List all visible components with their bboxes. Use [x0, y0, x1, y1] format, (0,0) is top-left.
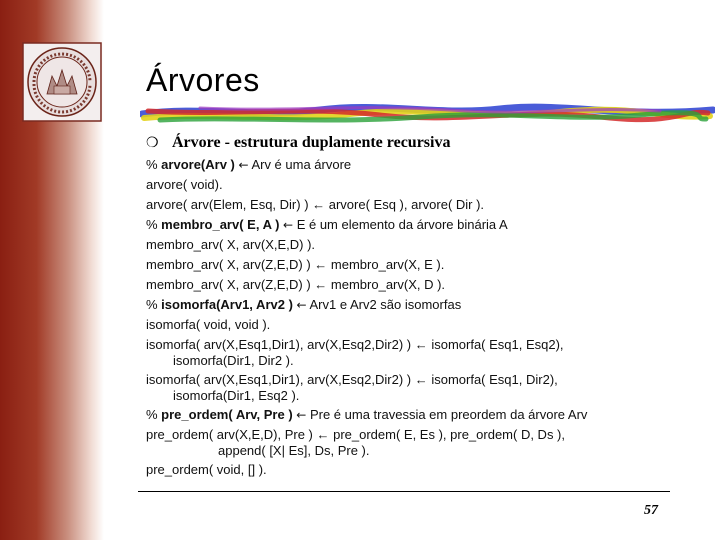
comment-line	[146, 155, 686, 175]
code-line: arvore( arv(Elem, Esq, Dir) ) ← arvore( Esq ), arvore( Dir ).	[146, 197, 485, 212]
slide-title: Árvores	[146, 62, 260, 98]
bullet-marker-icon: ❍	[146, 136, 159, 151]
bullet-text: Árvore - estrutura duplamente recursiva	[172, 134, 451, 151]
code-line: isomorfa( void, void ).	[146, 317, 271, 332]
university-seal-logo	[22, 42, 102, 122]
code-continuation-line: append( [X| Es], Ds, Pre ).	[218, 443, 370, 458]
decorative-brush-stroke	[140, 100, 715, 128]
code-continuation-line: isomorfa(Dir1, Dir2 ).	[173, 353, 294, 368]
comment-text: Pre é uma travessia em preordem da árvore Arv	[306, 407, 588, 422]
predicate-signature: arvore(Arv )	[161, 157, 239, 172]
arrow-icon: ←	[238, 158, 249, 172]
arrow-icon: ←	[296, 298, 307, 312]
arrow-icon: ←	[283, 218, 294, 232]
predicate-signature: pre_ordem( Arv, Pre )	[161, 407, 297, 422]
predicate-signature: isomorfa(Arv1, Arv2 )	[161, 297, 297, 312]
code-line: isomorfa( arv(X,Esq1,Dir1), arv(X,Esq2,Dir2) ) ← isomorfa( Esq1, Dir2),	[146, 372, 558, 387]
page-number: 57	[644, 503, 658, 518]
footer-divider	[138, 491, 670, 492]
comment-marker: %	[146, 407, 162, 422]
predicate-signature: membro_arv( E, A )	[161, 217, 284, 232]
code-lines	[146, 155, 686, 480]
comment-text: Arv é uma árvore	[248, 157, 352, 172]
code-line: pre_ordem( void, [] ).	[146, 462, 267, 477]
comment-marker: %	[146, 297, 162, 312]
comment-line	[146, 295, 686, 315]
code-continuation-line: isomorfa(Dir1, Esq2 ).	[173, 388, 300, 403]
code-line: membro_arv( X, arv(Z,E,D) ) ← membro_arv(X, D ).	[146, 277, 446, 292]
bullet-heading	[146, 134, 450, 152]
arrow-icon: ←	[296, 408, 307, 422]
comment-text: E é um elemento da árvore binária A	[293, 217, 508, 232]
code-line: membro_arv( X, arv(X,E,D) ).	[146, 237, 316, 252]
comment-marker: %	[146, 157, 162, 172]
comment-marker: %	[146, 217, 162, 232]
code-line: pre_ordem( arv(X,E,D), Pre ) ← pre_ordem( E, Es ), pre_ordem( D, Ds ),	[146, 427, 565, 442]
code-line: arvore( void).	[146, 177, 223, 192]
comment-line	[146, 215, 686, 235]
code-line: membro_arv( X, arv(Z,E,D) ) ← membro_arv(X, E ).	[146, 257, 445, 272]
code-line: isomorfa( arv(X,Esq1,Dir1), arv(X,Esq2,Dir2) ) ← isomorfa( Esq1, Esq2),	[146, 337, 564, 352]
comment-line	[146, 405, 686, 425]
comment-text: Arv1 e Arv2 são isomorfas	[306, 297, 462, 312]
